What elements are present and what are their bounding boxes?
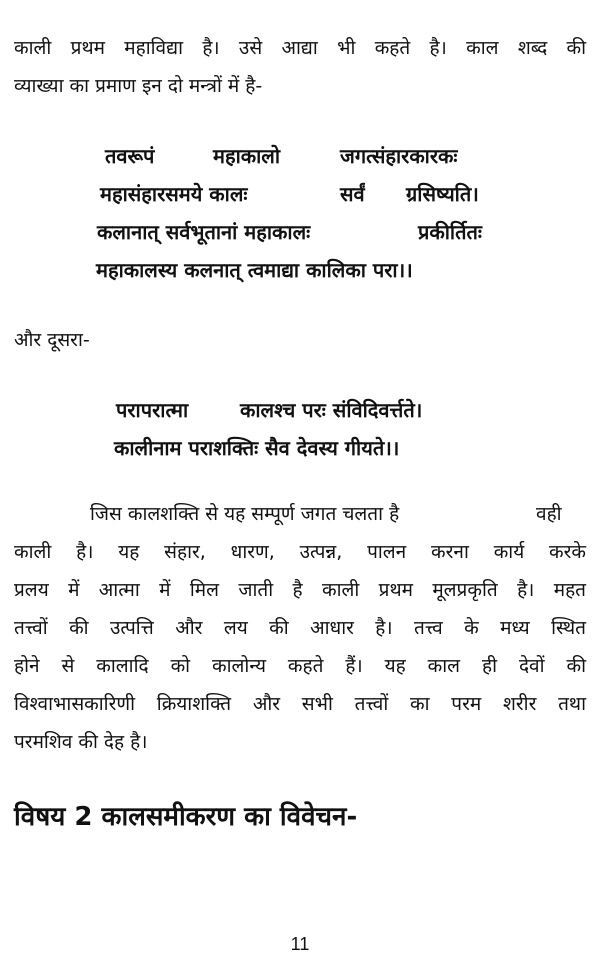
- mantra1-line2-part3: ग्रसिष्यति।: [406, 182, 479, 206]
- mantra1-line1-part2: महाकालो: [213, 144, 281, 168]
- mantra1-line3-part1: कलानात् सर्वभूतानां महाकालः: [97, 220, 311, 244]
- mantra2-line1-part1: परापरात्मा: [116, 398, 189, 422]
- mantra1-line4: महाकालस्य कलनात् त्वमाद्या कालिका परा।।: [96, 258, 413, 282]
- mantra2-line2: कालीनाम पराशक्तिः सैव देवस्य गीयते।।: [114, 436, 400, 460]
- para-line-5: होने से कालादि को कालोन्य कहते हैं। यह काल ही देवों की: [14, 655, 586, 677]
- mantra1-line1-part1: तवरूपं: [105, 144, 155, 168]
- mantra2-line1-part2: कालश्च परः संविदिवर्त्तते।: [240, 398, 423, 422]
- para-line-1-start: जिस कालशक्ति से यह सम्पूर्ण जगत चलता है: [90, 503, 400, 525]
- mantra1-line2-part1: महासंहारसमये कालः: [100, 182, 248, 206]
- second-mantra-label: और दूसरा-: [14, 329, 90, 351]
- para-line-6: विश्वाभासकारिणी क्रियाशक्ति और सभी तत्त्वों का परम शरीर तथा: [14, 693, 586, 715]
- intro-line-1: काली प्रथम महाविद्या है। उसे आद्या भी कहते है। काल शब्द की: [14, 37, 586, 59]
- para-line-7: परमशिव की देह है।: [14, 731, 148, 753]
- para-line-3: प्रलय में आत्मा में मिल जाती है काली प्रथम मूलप्रकृति है। महत: [14, 579, 586, 601]
- mantra1-line3-part2: प्रकीर्तितः: [418, 220, 482, 244]
- intro-line-2: व्याख्या का प्रमाण इन दो मन्त्रों में है-: [14, 75, 263, 97]
- mantra1-line2-part2: सर्वं: [340, 182, 365, 206]
- page-number: 11: [290, 934, 310, 954]
- para-line-1-end: वही: [536, 503, 562, 525]
- section-heading: विषय 2 कालसमीकरण का विवेचन-: [14, 802, 358, 832]
- mantra1-line1-part3: जगत्संहारकारकः: [340, 144, 458, 168]
- para-line-2: काली है। यह संहार, धारण, उत्पन्न, पालन करना कार्य करके: [14, 541, 586, 563]
- para-line-4: तत्त्वों की उत्पत्ति और लय की आधार है। तत्त्व के मध्य स्थित: [14, 617, 586, 639]
